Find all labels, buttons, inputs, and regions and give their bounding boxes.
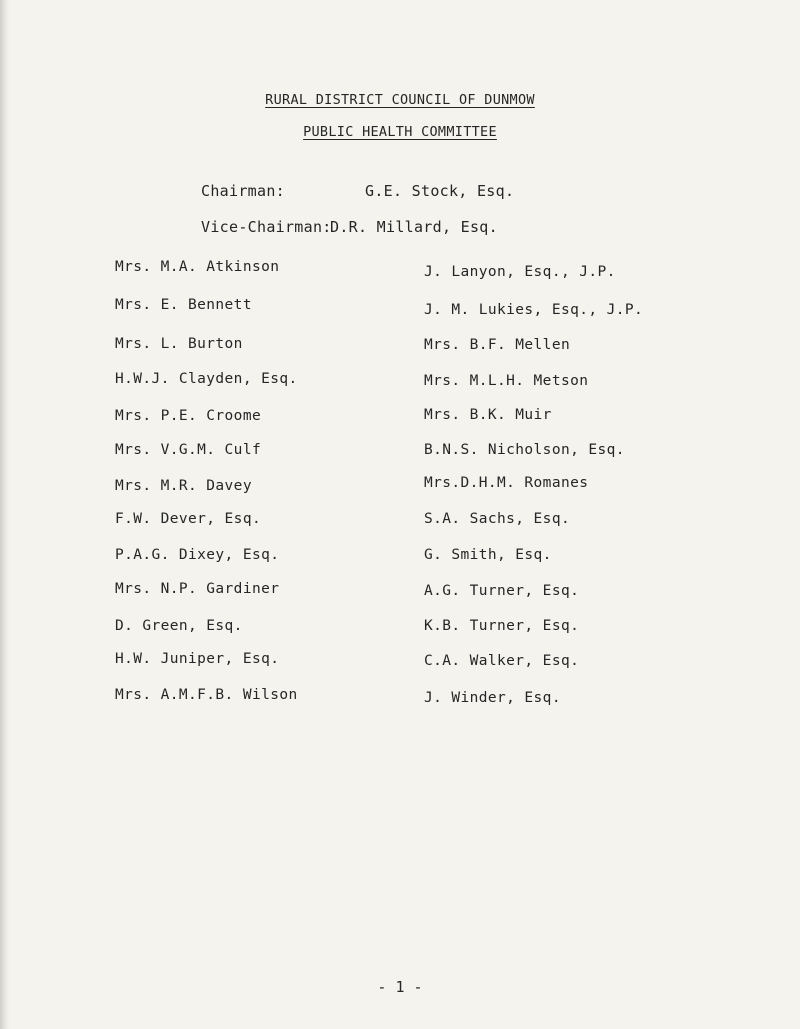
vice-chairman-name: D.R. Millard, Esq. bbox=[330, 218, 498, 236]
member-right-8: S.A. Sachs, Esq. bbox=[424, 511, 571, 527]
committee-title bbox=[0, 124, 800, 140]
member-left-9: P.A.G. Dixey, Esq. bbox=[115, 547, 280, 563]
member-left-13: Mrs. A.M.F.B. Wilson bbox=[115, 687, 298, 703]
member-right-5: Mrs. B.K. Muir bbox=[424, 407, 552, 423]
member-right-11: K.B. Turner, Esq. bbox=[424, 618, 580, 634]
chairman-name: G.E. Stock, Esq. bbox=[365, 182, 515, 200]
member-left-1: Mrs. M.A. Atkinson bbox=[115, 259, 280, 275]
member-right-9: G. Smith, Esq. bbox=[424, 547, 552, 563]
member-right-12: C.A. Walker, Esq. bbox=[424, 653, 580, 669]
member-left-5: Mrs. P.E. Croome bbox=[115, 408, 262, 424]
member-left-6: Mrs. V.G.M. Culf bbox=[115, 442, 262, 458]
member-right-2: J. M. Lukies, Esq., J.P. bbox=[424, 302, 644, 318]
member-left-4: H.W.J. Clayden, Esq. bbox=[115, 371, 298, 387]
member-left-7: Mrs. M.R. Davey bbox=[115, 478, 252, 494]
member-right-1: J. Lanyon, Esq., J.P. bbox=[424, 264, 616, 280]
member-left-2: Mrs. E. Bennett bbox=[115, 297, 252, 313]
member-right-4: Mrs. M.L.H. Metson bbox=[424, 373, 589, 389]
member-right-7: Mrs.D.H.M. Romanes bbox=[424, 475, 589, 491]
chairman-label: Chairman: bbox=[201, 182, 285, 200]
committee-title-text: PUBLIC HEALTH COMMITTEE bbox=[303, 124, 497, 140]
council-title-text: RURAL DISTRICT COUNCIL OF DUNMOW bbox=[265, 92, 535, 108]
council-title bbox=[0, 92, 800, 108]
member-left-8: F.W. Dever, Esq. bbox=[115, 511, 262, 527]
member-left-11: D. Green, Esq. bbox=[115, 618, 243, 634]
page-number: - 1 - bbox=[377, 978, 423, 996]
member-right-10: A.G. Turner, Esq. bbox=[424, 583, 580, 599]
member-left-3: Mrs. L. Burton bbox=[115, 336, 243, 352]
member-right-3: Mrs. B.F. Mellen bbox=[424, 337, 571, 353]
member-right-13: J. Winder, Esq. bbox=[424, 690, 561, 706]
member-left-10: Mrs. N.P. Gardiner bbox=[115, 581, 280, 597]
member-right-6: B.N.S. Nicholson, Esq. bbox=[424, 442, 625, 458]
page-edge-shadow bbox=[0, 0, 10, 1029]
vice-chairman-label: Vice-Chairman: bbox=[201, 218, 332, 236]
member-left-12: H.W. Juniper, Esq. bbox=[115, 651, 280, 667]
